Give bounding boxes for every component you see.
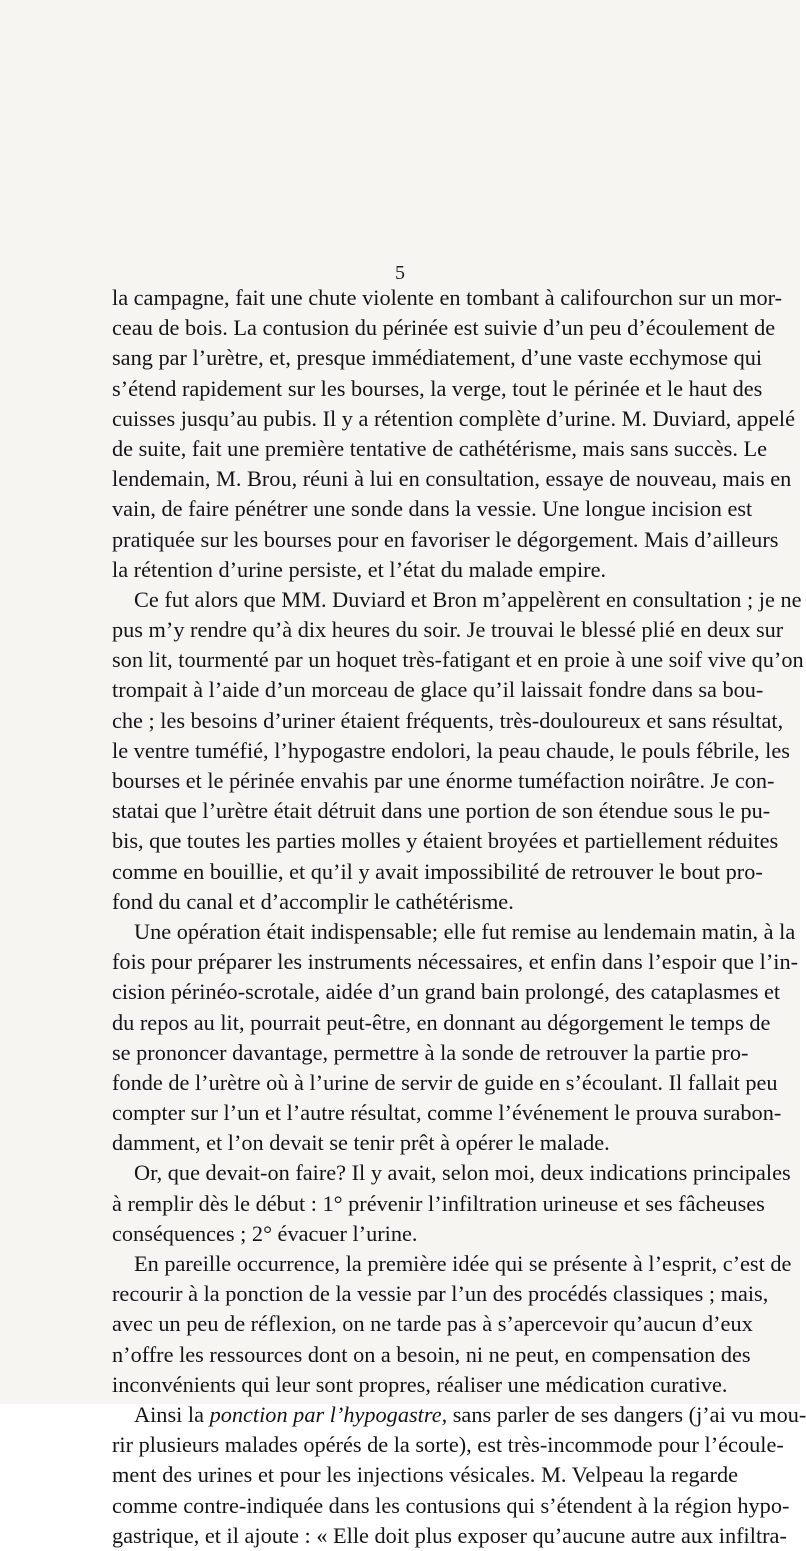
text-segment: Ainsi la: [134, 1401, 210, 1427]
text-line: gastrique, et il ajoute : « Elle doit plus exposer qu’aucune autre aux infiltra-: [112, 1522, 787, 1548]
text-line: pratiquée sur les bourses pour en favoriser le dégorgement. Mais d’ailleurs: [112, 526, 779, 552]
text-line: pus m’y rendre qu’à dix heures du soir. Je trouvai le blessé plié en deux sur: [112, 617, 784, 643]
text-line: statai que l’urètre était détruit dans une portion de son étendue sous le pu-: [112, 798, 771, 824]
text-line: damment, et l’on devait se tenir prêt à opérer le malade.: [112, 1130, 610, 1156]
text-line: sang par l’urètre, et, presque immédiatement, d’une vaste ecchymose qui: [112, 345, 763, 371]
text-line: [112, 1400, 806, 1430]
text-line: se prononcer davantage, permettre à la sonde de retrouver la partie pro-: [112, 1039, 749, 1065]
text-line: ceau de bois. La contusion du périnée est suivie d’un peu d’écoulement de: [112, 315, 776, 341]
text-line: la rétention d’urine persiste, et l’état du malade empire.: [112, 556, 607, 582]
text-line: fond du canal et d’accomplir le cathétérisme.: [112, 888, 514, 914]
text-line: Or, que devait-on faire? Il y avait, selon moi, deux indications principales: [134, 1160, 791, 1186]
text-line: Ce fut alors que MM. Duviard et Bron m’appelèrent en consultation ; je ne: [134, 586, 802, 612]
text-line: fois pour préparer les instruments nécessaires, et enfin dans l’espoir que l’in-: [112, 949, 799, 975]
text-line: la campagne, fait une chute violente en tombant à califourchon sur un mor-: [112, 285, 783, 310]
text-line: comme contre-indiquée dans les contusions qui s’étendent à la région hypo-: [112, 1492, 790, 1518]
text-line: n’offre les ressources dont on a besoin, ni ne peut, en compensation des: [112, 1341, 751, 1367]
text-line: de suite, fait une première tentative de cathétérisme, mais sans succès. Le: [112, 435, 768, 461]
text-line: du repos au lit, pourrait peut-être, en donnant au dégorgement le temps de: [112, 1009, 771, 1035]
text-line: Une opération était indispensable; elle fut remise au lendemain matin, à la: [134, 918, 796, 944]
text-line: conséquences ; 2° évacuer l’urine.: [112, 1220, 418, 1246]
text-line: bourses et le périnée envahis par une énorme tuméfaction noirâtre. Je con-: [112, 768, 775, 793]
text-line: inconvénients qui leur sont propres, réaliser une médication curative.: [112, 1371, 728, 1397]
text-line: En pareille occurrence, la première idée qui se présente à l’esprit, c’est de: [134, 1251, 792, 1276]
text-line: compter sur l’un et l’autre résultat, comme l’événement le prouva surabon-: [112, 1100, 782, 1126]
text-line: cision périnéo-scrotale, aidée d’un grand bain prolongé, des cataplasmes et: [112, 979, 781, 1005]
text-line: rir plusieurs malades opérés de la sorte), est très-incommode pour l’écoule-: [112, 1432, 784, 1458]
text-line: comme en bouillie, et qu’il y avait impossibilité de retrouver le bout pro-: [112, 858, 763, 884]
page-number: 5: [395, 262, 405, 284]
text-line: trompait à l’aide d’un morceau de glace qu’il laissait fondre dans sa bou-: [112, 677, 764, 703]
text-line: che ; les besoins d’uriner étaient fréquents, très-douloureux et sans résultat,: [112, 707, 784, 733]
text-line: avec un peu de réflexion, on ne tarde pas à s’apercevoir qu’aucun d’eux: [112, 1311, 753, 1337]
text-line: recourir à la ponction de la vessie par l’un des procédés classiques ; mais,: [112, 1281, 769, 1307]
text-line: ment des urines et pour les injections vésicales. M. Velpeau la regarde: [112, 1462, 738, 1488]
text-segment: sans parler de ses dangers (j’ai vu mou-: [447, 1401, 806, 1427]
text-line: à remplir dès le début : 1° prévenir l’infiltration urineuse et ses fâcheuses: [112, 1190, 765, 1216]
italic-segment: ponction par l’hypogastre,: [209, 1401, 448, 1427]
text-line: son lit, tourmenté par un hoquet très-fatigant et en proie à une soif vive qu’on: [112, 647, 804, 673]
text-line: fonde de l’urètre où à l’urine de servir de guide en s’écoulant. Il fallait peu: [112, 1069, 778, 1095]
text-line: vain, de faire pénétrer une sonde dans la vessie. Une longue incision est: [112, 496, 753, 522]
text-line: bis, que toutes les parties molles y étaient broyées et partiellement réduites: [112, 828, 779, 854]
text-line: lendemain, M. Brou, réuni à lui en consultation, essaye de nouveau, mais en: [112, 466, 792, 492]
text-line: s’étend rapidement sur les bourses, la verge, tout le périnée et le haut des: [112, 375, 763, 401]
text-line: le ventre tuméfié, l’hypogastre endolori, la peau chaude, le pouls fébrile, les: [112, 737, 790, 763]
body-text: [112, 283, 806, 1551]
text-line: cuisses jusqu’au pubis. Il y a rétention complète d’urine. M. Duviard, appelé: [112, 405, 795, 431]
